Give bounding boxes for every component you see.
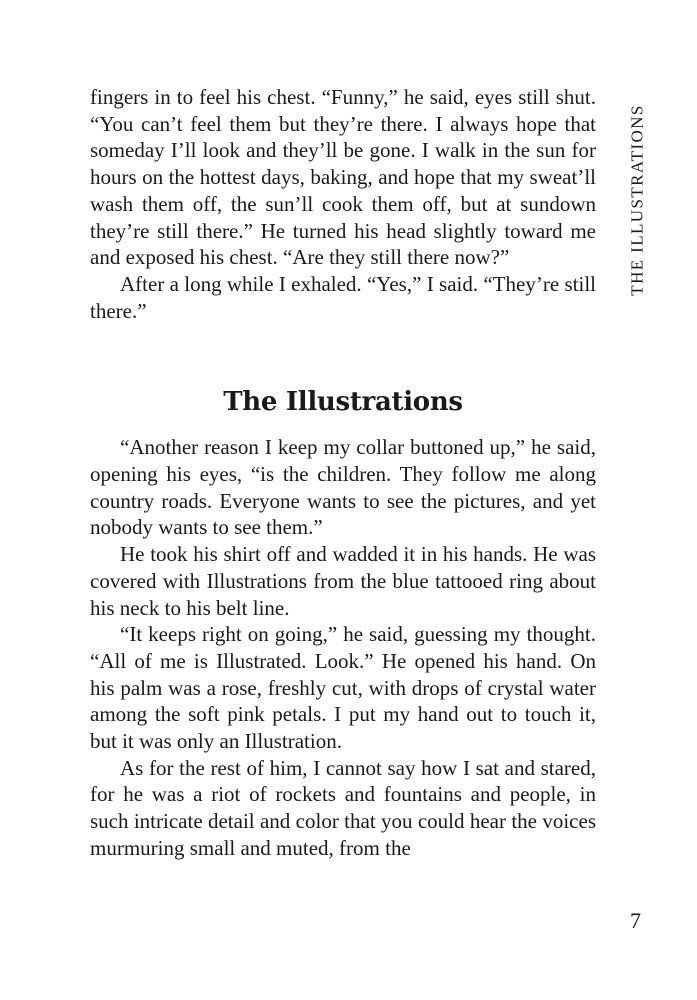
running-head [625, 90, 651, 310]
paragraph: He took his shirt off and wadded it in his hands. He was covered with Illustrations from the blue tattooed ring about his neck to his belt line. [90, 542, 596, 620]
paragraph: After a long while I exhaled. “Yes,” I said. “They’re still there.” [90, 271, 596, 323]
paragraph: “It keeps right on going,” he said, guessing my thought. “All of me is Illustrated. Look.” He opened his hand. On his palm was a rose, freshly cut, with drops of crystal water among the soft pink petals. I put my hand out to touch it, but it was only an Illustration. [90, 622, 596, 754]
page-body [90, 84, 596, 862]
running-head-text: THE ILLUSTRATIONS [628, 104, 647, 296]
paragraph: As for the rest of him, I cannot say how I sat and stared, for he was a riot of rockets and fountains and people, in such intricate detail and color that you could hear the voices murmuring small and muted, from the [90, 755, 596, 860]
paragraph-continued: fingers in to feel his chest. “Funny,” he said, eyes still shut. “You can’t feel them but they’re there. I always hope that someday I’ll look and they’ll be gone. I walk in the sun for hours on the hottest days, baking, and hope that my sweat’ll wash them off, the sun’ll cook them off, but at sundown they’re still there.” He turned his head slightly toward me and exposed his chest. “Are they still there now?” [90, 85, 596, 270]
paragraph: “Another reason I keep my collar buttoned up,” he said, opening his eyes, “is the children. They follow me along country roads. Everyone wants to see the pictures, and yet nobody wants to see them.” [90, 435, 596, 540]
section-heading: The Illustrations [223, 387, 463, 418]
page-number: 7 [630, 908, 641, 933]
